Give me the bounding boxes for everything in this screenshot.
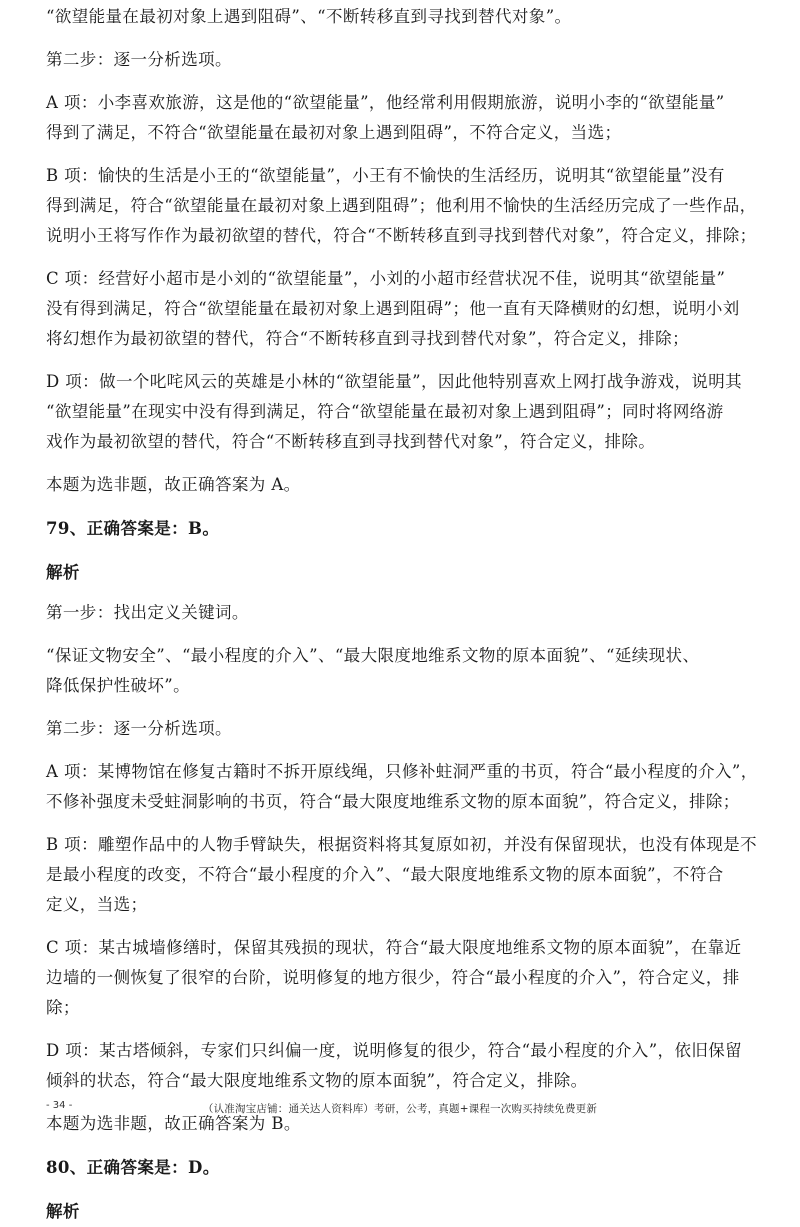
text-line: 定义，当选； [46, 895, 148, 914]
q78-option-d [46, 367, 776, 457]
q78-conclusion [46, 470, 776, 500]
text-line: 第二步：逐一分析选项。 [46, 719, 232, 738]
text-line: 边墙的一侧恢复了很窄的台阶，说明修复的地方很少，符合“最小程度的介入”，符合定义，排 [46, 968, 740, 987]
text-line: 第二步：逐一分析选项。 [46, 50, 232, 69]
q78-step2 [46, 45, 776, 75]
q78-keywords [46, 2, 776, 32]
text-line: D 项：做一个叱咤风云的英雄是小林的“欲望能量”，因此他特别喜欢上网打战争游戏，说明其 [46, 372, 743, 391]
q79-step1 [46, 598, 776, 628]
text-line: 降低保护性破坏”。 [46, 676, 191, 695]
text-line: B 项：雕塑作品中的人物手臂缺失，根据资料将其复原如初，并没有保留现状，也没有体现是不 [46, 835, 758, 854]
text-line: 得到了满足，不符合“欲望能量在最初对象上遇到阻碍”，不符合定义，当选； [46, 123, 622, 142]
q79-option-b [46, 830, 776, 920]
text-line: 本题为选非题，故正确答案为 A。 [46, 475, 301, 494]
text-line: “欲望能量在最初对象上遇到阻碍”、“不断转移直到寻找到替代对象”。 [46, 7, 572, 26]
document-body [46, 0, 776, 1227]
q79-option-a [46, 757, 776, 817]
q79-option-d [46, 1036, 776, 1096]
text-line: 得到满足，符合“欲望能量在最初对象上遇到阻碍”；他利用不愉快的生活经历完成了一些作品， [46, 196, 757, 215]
text-line: D 项：某古塔倾斜，专家们只纠偏一度，说明修复的很少，符合“最小程度的介入”，依旧保留 [46, 1041, 743, 1060]
text-line: C 项：某古城墙修缮时，保留其残损的现状，符合“最大限度地维系文物的原本面貌”，在靠近 [46, 938, 742, 957]
text-line: 没有得到满足，符合“欲望能量在最初对象上遇到阻碍”；他一直有天降横财的幻想，说明小刘 [46, 299, 740, 318]
text-line: 除； [46, 998, 80, 1017]
q79-analysis-heading: 解析 [46, 563, 80, 582]
text-line: “保证文物安全”、“最小程度的介入”、“最大限度地维系文物的原本面貌”、“延续现状、 [46, 646, 700, 665]
text-line: 本题为选非题，故正确答案为 B。 [46, 1114, 301, 1133]
text-line: A 项：某博物馆在修复古籍时不拆开原线绳，只修补蛀洞严重的书页，符合“最小程度的介入”， [46, 762, 758, 781]
q78-option-b [46, 161, 776, 251]
q78-option-c [46, 264, 776, 354]
text-line: C 项：经营好小超市是小刘的“欲望能量”，小刘的小超市经营状况不佳，说明其“欲望能量” [46, 269, 726, 288]
page-number: - 34 - [46, 1100, 73, 1111]
text-line: A 项：小李喜欢旅游，这是他的“欲望能量”，他经常利用假期旅游，说明小李的“欲望能量” [46, 93, 725, 112]
text-line: 将幻想作为最初欲望的替代，符合“不断转移直到寻找到替代对象”，符合定义，排除； [46, 329, 689, 348]
text-line: B 项：愉快的生活是小王的“欲望能量”，小王有不愉快的生活经历，说明其“欲望能量”没有 [46, 166, 725, 185]
q79-step2 [46, 714, 776, 744]
q78-option-a [46, 88, 776, 148]
text-line: 戏作为最初欲望的替代，符合“不断转移直到寻找到替代对象”，符合定义，排除。 [46, 432, 656, 451]
q79-answer-heading: 79、正确答案是：B。 [46, 519, 220, 538]
q79-option-c [46, 933, 776, 1023]
footer-notice: （认准淘宝店铺：通关达人资料库）考研，公考，真题+课程一次购买持续免费更新 [202, 1103, 598, 1115]
text-line: 不修补强度未受蛀洞影响的书页，符合“最大限度地维系文物的原本面貌”，符合定义，排除； [46, 792, 740, 811]
q79-keywords [46, 641, 776, 701]
text-line: 第一步：找出定义关键词。 [46, 603, 249, 622]
text-line: 说明小王将写作作为最初欲望的替代，符合“不断转移直到寻找到替代对象”，符合定义，排除； [46, 226, 757, 245]
q80-answer-heading: 80、正确答案是：D。 [46, 1158, 220, 1177]
text-line: “欲望能量”在现实中没有得到满足，符合“欲望能量在最初对象上遇到阻碍”；同时将网络游 [46, 402, 724, 421]
text-line: 倾斜的状态，符合“最大限度地维系文物的原本面貌”，符合定义，排除。 [46, 1071, 588, 1090]
q80-analysis-heading: 解析 [46, 1202, 80, 1221]
text-line: 是最小程度的改变，不符合“最小程度的介入”、“最大限度地维系文物的原本面貌”，不符合 [46, 865, 724, 884]
